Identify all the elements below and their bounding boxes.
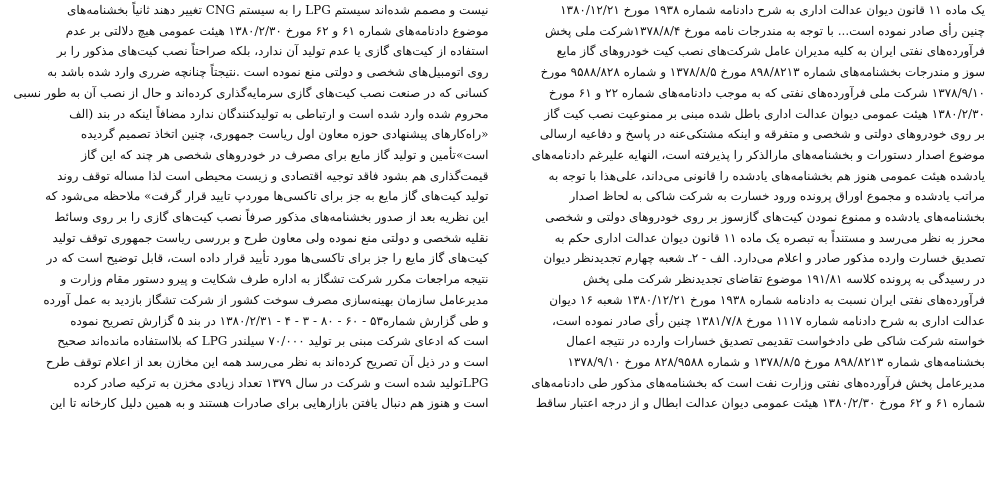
text-line: موضوع اصدار دستورات و بخشنامه‌های مارالذکر را پذیرفته است، النهایه علیرغم دادنامه‌های xyxy=(531,147,985,162)
text-line: قیمت‌گذاری هم بشود فاقد توجیه اقتصادی و زیست محیطی است لذا مساله توقف روند xyxy=(57,168,489,183)
text-line: بخشنامه‌های یادشده و ممنوع نمودن کیت‌های گازسوز بر روی خودروهای دولتی و شخصی xyxy=(545,210,985,225)
text-line: نتیجه مراجعات مکرر شرکت تشگاز به اداره طرف شکایت و پیرو دستور مقام وزارت و xyxy=(60,272,489,287)
text-line: این نظریه بعد از صدور بخشنامه‌های مذکور صرفاً نصب کیت‌های گازی را بر روی وسائط xyxy=(54,210,489,225)
text-line: «راه‌کارهای پیشنهادی حوزه معاون اول ریاست جمهوری، چنین اتخاذ تصمیم گردیده xyxy=(80,127,489,142)
text-line: چنین رأی صادر نموده است... با توجه به مندرجات نامه مورخ ۱۳۷۸/۸/۴شرکت ملی پخش xyxy=(544,23,985,38)
text-line: فرآورده‌های نفتی ایران نسبت به دادنامه شماره ۱۹۳۸ مورخ ۱۳۸۰/۱۲/۲۱ شعبه ۱۶ دیوان xyxy=(549,292,985,307)
text-line: است که ادعای شرکت مبنی بر تولید ۷۰/۰۰۰ سیلندر LPG که بلااستفاده مانده‌اند صحیح xyxy=(57,334,489,349)
text-line: ۱۳۸۰/۲/۳۰ هیئت عمومی دیوان عدالت اداری باطل شده مبنی بر ممنوعیت نصب کیت گاز xyxy=(544,106,985,121)
text-line: مراتب یادشده و مجموع اوراق پرونده ورود خسارت به شرکت شاکی به لحاظ اصدار xyxy=(569,189,985,204)
text-line: ۱۳۷۸/۹/۱۰ شرکت ملی فرآورده‌های نفتی که به موجب دادنامه‌های شماره ۲۲ و ۶۱ مورخ xyxy=(548,85,985,100)
text-line: فرآورده‌های نفتی ایران به کلیه مدیران عامل شرکت‌های نصب کیت خودروهای گاز مایع xyxy=(556,44,985,59)
text-line: یک ماده ۱۱ قانون دیوان عدالت اداری به شرح دادنامه شماره ۱۹۳۸ مورخ ۱۳۸۰/۱۲/۲۱ xyxy=(560,3,985,17)
text-column-left xyxy=(10,0,489,498)
text-line: خواسته شرکت شاکی طی دادخواست تقدیمی تصدیق خسارات وارده در نتیجه اعمال xyxy=(566,334,985,349)
text-line: مدیرعامل سازمان بهینه‌سازی مصرف سوخت کشور از شرکت تشگاز بازدید به عمل آورده xyxy=(43,292,489,307)
text-line: تولید کیت‌های گاز مایع به جز برای تاکسی‌ها موردپ تایید قرار گرفت» ملاحظه می‌شود که xyxy=(45,189,489,204)
text-line: نقلیه شخصی و دولتی منع نموده ولی معاون طرح و بررسی ریاست جمهوری توقف تولید xyxy=(52,230,489,245)
text-line: است و هنوز هم دنبال یافتن بازارهایی برای صادرات هستند و به همین دلیل کارخانه تا این xyxy=(49,396,489,411)
text-line: مدیرعامل پخش فرآورده‌های نفتی وزارت نفت است که بخشنامه‌های مذکور طی دادنامه‌های xyxy=(531,375,985,390)
text-line: محروم شده وارد شده است و ارتباطی به تولیدکنندگان ندارد مضافاً اینکه در بند (الف xyxy=(69,106,489,121)
text-line: در رسیدگی به پرونده کلاسه ۱۹۱/۸۱ موضوع تقاضای تجدیدنظر شرکت ملی پخش xyxy=(583,272,985,287)
text-line: است و در ذیل آن تصریح کرده‌اند به نظر می‌رسد همه این مخازن بعد از اعلام توقف طرح xyxy=(45,354,489,369)
text-line: عدالت اداری به شرح دادنامه شماره ۱۱۱۷ مورخ ۱۳۸۱/۷/۸ چنین رأی صادر نموده است، xyxy=(552,313,985,328)
text-line: شماره ۶۱ و ۶۲ مورخ ۱۳۸۰/۲/۳۰ هیئت عمومی دیوان عدالت ابطال و از درجه اعتبار ساقط xyxy=(535,396,985,411)
text-line: نیست و مصمم شده‌اند سیستم LPG را به سیستم CNG تغییر دهند ثانیاً بخشنامه‌های xyxy=(66,3,489,17)
text-line: بر روی خودروهای دولتی و شخصی و متفرقه و اینکه مشتکی‌عنه در پاسخ و دفاعیه ارسالی xyxy=(539,127,985,142)
text-line: یادشده هیئت عمومی هنوز هم بخشنامه‌های یادشده را قانونی می‌داند، علی‌هذا با توجه به xyxy=(548,168,985,183)
text-line: استفاده از کیت‌های گازی یا عدم تولید آن ندارد، بلکه صراحتاً نصب کیت‌های مذکور را بر xyxy=(56,44,489,59)
text-line: سوز و مندرجات بخشنامه‌های شماره ۸۹۸/۸۲۱۳ مورخ ۱۳۷۸/۸/۵ و شماره ۹۵۸۸/۸۲۸ مورخ xyxy=(540,65,985,80)
text-line: است»تأمین و تولید گاز مایع برای مصرف در خودروهای شخصی هر چند که این گاز xyxy=(81,147,489,162)
text-line: موضوع دادنامه‌های شماره ۶۱ و ۶۲ مورخ ۱۳۸۰/۲/۳۰ هیئت عمومی هیچ دلالتی بر عدم xyxy=(65,23,489,38)
text-line: روی اتومبیل‌های شخصی و دولتی منع نموده است .نتیجتاً چنانچه ضرری وارد شده باشد به xyxy=(47,65,489,80)
text-line: LPGتولید شده است و شرکت در سال ۱۳۷۹ تعداد زیادی مخزن به ترکیه صادر کرده xyxy=(73,375,489,390)
text-line: کسانی که در صنعت نصب کیت‌های گازی سرمایه‌گذاری کرده‌اند و حال از نصب آن به طور نسبی xyxy=(13,85,489,100)
text-column-right xyxy=(507,0,986,498)
text-line: کیت‌های گاز مایع را جز برای تاکسی‌ها مورد تأیید قرار داده است، قابل توضیح است که در xyxy=(46,251,489,266)
text-line: محرز به نظر می‌رسد و مستنداً به تبصره یک ماده ۱۱ قانون دیوان عدالت اداری حکم به xyxy=(554,230,985,245)
text-line: بخشنامه‌های شماره ۸۹۸/۸۲۱۳ مورخ ۱۳۷۸/۸/۵ و شماره ۸۲۸/۹۵۸۸ مورخ ۱۳۷۸/۹/۱۰ xyxy=(567,354,985,369)
text-line: و طی گزارش شماره۵۳ - ۶۰ - ۸۰ - ۳ - ۴ - ۱۳۸۰/۲/۳۱ در بند ۵ گزارش تصریح نموده xyxy=(70,313,489,328)
text-line: تصدیق خسارت وارده مذکور صادر و اعلام می‌دارد. الف - ۲ـ شعبه چهارم تجدیدنظر دیوان xyxy=(543,251,985,266)
